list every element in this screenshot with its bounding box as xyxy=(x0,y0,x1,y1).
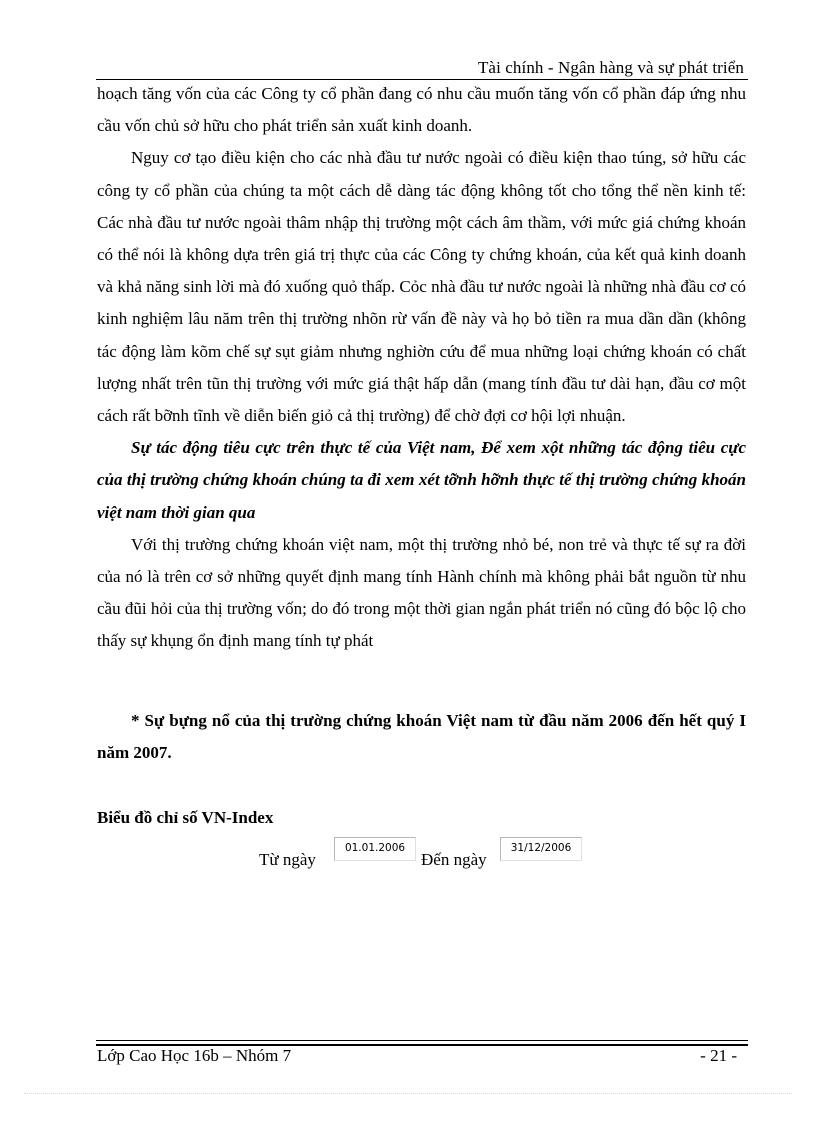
date-range-row xyxy=(97,836,746,876)
document-body xyxy=(97,78,746,876)
chart-caption: Biểu đồ chỉ số VN-Index xyxy=(97,808,274,828)
to-date-field[interactable]: 31/12/2006 xyxy=(500,837,582,861)
page-number: - 21 - xyxy=(700,1046,737,1065)
paragraph-foreign-investors: Nguy cơ tạo điều kiện cho các nhà đầu tư nước ngoài có điều kiện thao túng, sở hữu các công ty cổ phần của chúng ta một cách dễ dàng tác động không tốt cho tổng thể nền kinh tế: Các nhà đầu tư nước ngoài thâm nhập thị trường một cách âm thầm, với mức giá chứng khoán có thể nói là không dựa trên giá trị thực của các Công ty chứng khoán, của kết quả kinh doanh và khả năng sinh lời mà đó xuống quỏ thấp. Cỏc nhà đầu tư nước ngoài là những nhà đầu cơ có kinh nghiệm lâu năm trên thị trường nhõn rừ vấn đề này và họ bỏ tiền ra mua dần dần (không tác động làm kõm chế sự sụt giảm nhưng nghiờn cứu để mua những loại chứng khoán có chất lượng nhất trên tũn thị trường với mức giá thật hấp dẫn (mang tính đầu tư dài hạn, đầu cơ một cách rất bỡnh tĩnh về diễn biến giỏ cả thị trường) để chờ đợi cơ hội lợi nhuận. xyxy=(97,148,746,426)
paragraph-continuation: hoạch tăng vốn của các Công ty cổ phần đang có nhu cầu muốn tăng vốn cổ phần đáp ứng nhu cầu vốn chủ sở hữu cho phát triển sản xuất kinh doanh. xyxy=(97,84,746,136)
from-date-label: Từ ngày xyxy=(259,850,316,870)
running-header: Tài chính - Ngân hàng và sự phát triển xyxy=(477,58,744,77)
footer-rule-thin xyxy=(96,1040,748,1041)
footer-class-group: Lớp Cao Học 16b – Nhóm 7 xyxy=(97,1046,292,1065)
section-heading-boom: * Sự bựng nổ của thị trường chứng khoán Việt nam từ đầu năm 2006 đến hết quý I năm 2007. xyxy=(97,710,746,762)
paragraph-negative-impact-heading: Sự tác động tiêu cực trên thực tế của Việt nam, Để xem xột những tác động tiêu cực của thị trường chứng khoán chúng ta đi xem xét tỡnh hỡnh thực tế thị trường chứng khoán việt nam thời gian qua xyxy=(97,438,746,522)
to-date-label: Đến ngày xyxy=(421,850,487,870)
page-edge-divider xyxy=(24,1093,792,1094)
paragraph-vietnam-market: Với thị trường chứng khoán việt nam, một thị trường nhỏ bé, non trẻ và thực tế sự ra đời của nó là trên cơ sở những quyết định mang tính Hành chính mà không phải bắt nguồn từ nhu cầu đũi hỏi của thị trường vốn; do đó trong một thời gian ngắn phát triển nó cũng đó bộc lộ cho thấy sự khụng ổn định mang tính tự phát xyxy=(97,534,746,651)
spacer xyxy=(97,658,746,705)
from-date-field[interactable]: 01.01.2006 xyxy=(334,837,416,861)
spacer xyxy=(97,769,746,802)
